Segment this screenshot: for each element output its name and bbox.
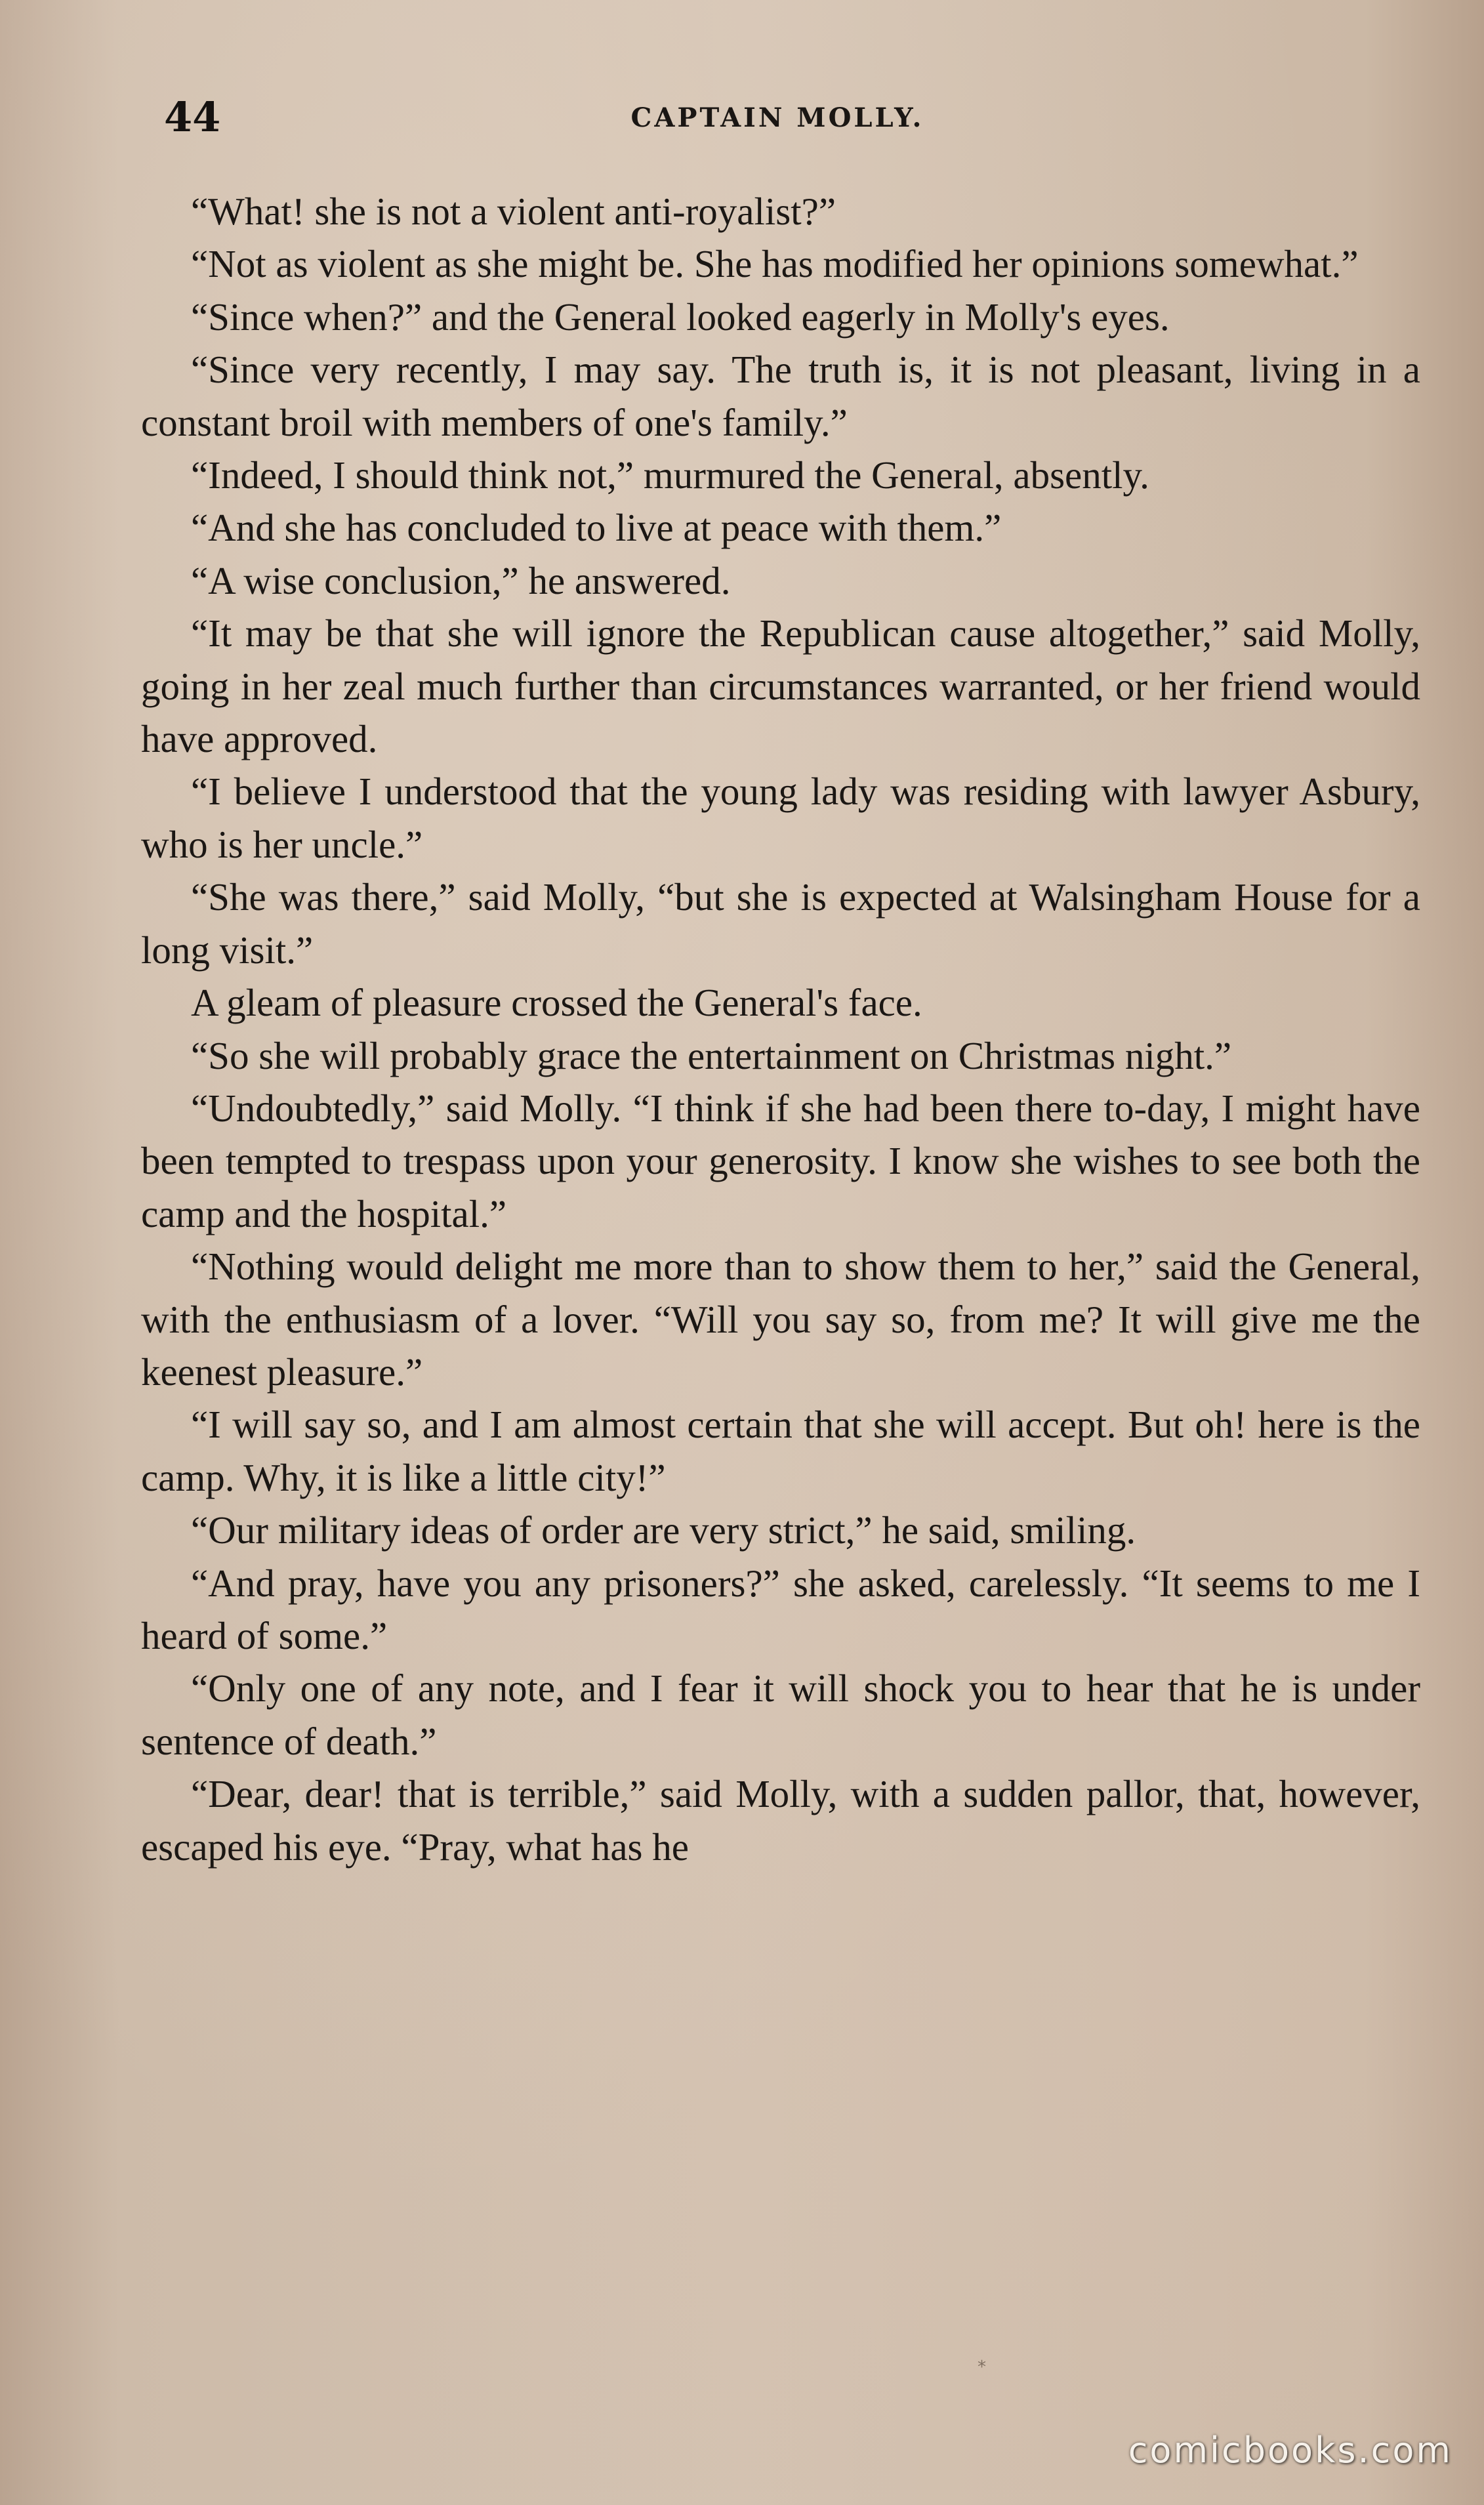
paragraph: “Nothing would delight me more than to show them to her,” said the General, with the enthusiasm of a lover. “Will you say so, from me? It will give me the keenest pleasure.” xyxy=(141,1245,1420,1394)
paragraph: “Since very recently, I may say. The truth is, it is not pleasant, living in a constant broil with members of one's family.” xyxy=(141,348,1420,444)
paragraph: A gleam of pleasure crossed the General's face. xyxy=(191,981,922,1025)
paragraph: “What! she is not a violent anti-royalist?” xyxy=(191,190,836,233)
body-text xyxy=(141,185,1420,1873)
paragraph: “Since when?” and the General looked eagerly in Molly's eyes. xyxy=(191,295,1170,339)
paragraph: “Dear, dear! that is terrible,” said Molly, with a sudden pallor, that, however, escaped his eye. “Pray, what has he xyxy=(141,1772,1420,1869)
paragraph: “So she will probably grace the entertainment on Christmas night.” xyxy=(191,1033,1232,1077)
paragraph: “I believe I understood that the young lady was residing with lawyer Asbury, who is her uncle.” xyxy=(141,770,1420,866)
paragraph: “Our military ideas of order are very strict,” he said, smiling. xyxy=(191,1508,1136,1552)
paragraph: “And pray, have you any prisoners?” she asked, carelessly. “It seems to me I heard of some.” xyxy=(141,1561,1420,1657)
paragraph: “Undoubtedly,” said Molly. “I think if she had been there to-day, I might have been tempted to trespass upon your generosity. I know she wishes to see both the camp and the hospital.” xyxy=(141,1086,1420,1235)
running-head: CAPTAIN MOLLY. xyxy=(630,102,924,133)
paragraph: “Indeed, I should think not,” murmured the General, absently. xyxy=(191,453,1149,497)
paragraph: “Not as violent as she might be. She has modified her opinions somewhat.” xyxy=(191,242,1359,286)
page-header xyxy=(138,93,1417,146)
paragraph: “It may be that she will ignore the Republican cause altogether,” said Molly, going in her zeal much further than circumstances warranted, or her friend would have approved. xyxy=(141,611,1420,761)
watermark: comicbooks.com xyxy=(1128,2430,1453,2471)
paragraph: “I will say so, and I am almost certain that she will accept. But oh! here is the camp. Why, it is like a little city!” xyxy=(141,1403,1420,1499)
paragraph: “And she has concluded to live at peace with them.” xyxy=(191,506,1002,550)
ink-specks: ⁎ xyxy=(978,2352,986,2372)
paragraph: “A wise conclusion,” he answered. xyxy=(191,558,731,602)
paragraph: “She was there,” said Molly, “but she is expected at Walsingham House for a long visit.” xyxy=(141,875,1420,972)
paragraph: “Only one of any note, and I fear it will shock you to hear that he is under sentence of death.” xyxy=(141,1667,1420,1763)
page-number: 44 xyxy=(164,93,221,141)
